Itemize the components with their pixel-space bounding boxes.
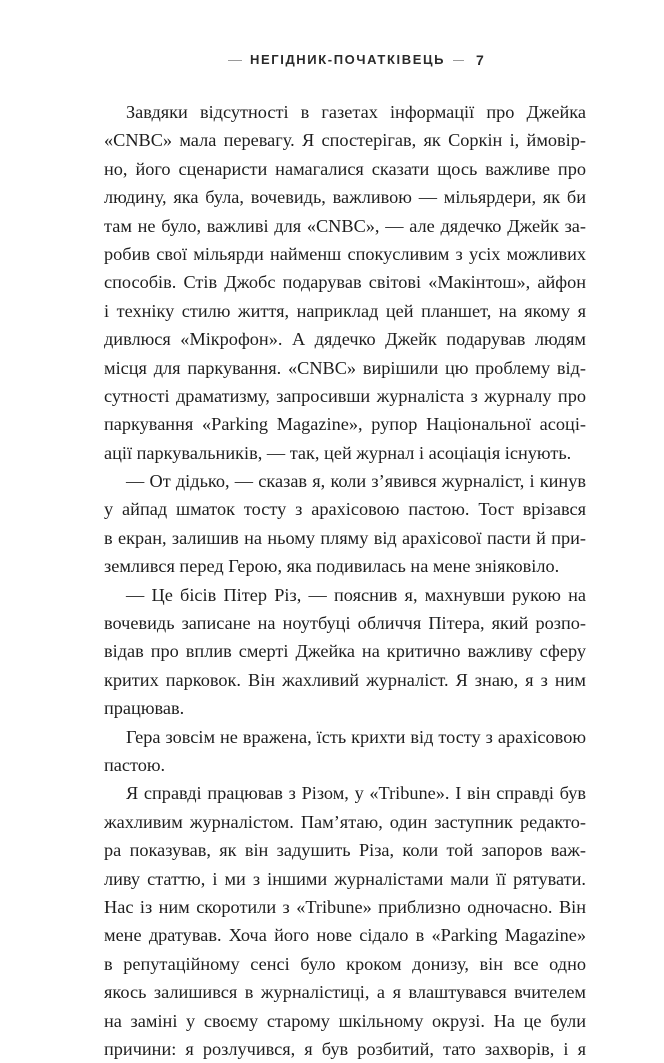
- text-line: місця для паркування. «CNBC» вирішили цю проблему від-: [104, 357, 586, 378]
- paragraph: [104, 779, 586, 1063]
- text-line: вочевидь записане на ноутбуці обличчя Пітера, який розпо-: [104, 613, 586, 634]
- text-line: — От дідько, — сказав я, коли з’явився журналіст, і кинув: [126, 471, 586, 492]
- text-line: Я справді працював з Різом, у «Tribune». І він справді був: [126, 783, 586, 804]
- text-line: но, його сценаристи намагалися сказати щось важливе про: [104, 158, 586, 179]
- paragraph: [104, 98, 586, 467]
- text-line: відав про вплив смерті Джейка на критично важливу сферу: [104, 641, 586, 662]
- text-line: в репутаційному сенсі було кроком донизу, він все одно: [104, 953, 586, 974]
- text-line: — Це бісів Пітер Різ, — пояснив я, махнувши рукою на: [126, 584, 586, 605]
- text-line: пастою.: [104, 754, 166, 775]
- text-line: критих парковок. Він жахливий журналіст. Я знаю, я з ним: [104, 669, 586, 690]
- page-number: 7: [476, 52, 484, 68]
- text-line: сутності драматизму, запросивши журналіста з журналу про: [104, 385, 586, 406]
- text-line: жахливим журналістом. Пам’ятаю, один заступник редакто-: [104, 811, 586, 832]
- text-line: у айпад шматок тосту з арахісовою пастою. Тост врізався: [104, 499, 586, 520]
- text-line: ливу статтю, і ми з іншими журналістами мали її рятувати.: [104, 868, 586, 889]
- text-line: працював.: [104, 698, 185, 719]
- text-line: і техніку стилю життя, наприклад цей планшет, на якому я: [104, 300, 586, 321]
- text-line: способів. Стів Джобс подарував світові «Макінтош», айфон: [104, 272, 586, 293]
- text-line: паркування «Parking Magazine», рупор Національної асоці-: [104, 414, 586, 435]
- text-line: на заміні у своєму старому шкільному окрузі. На це були: [104, 1010, 586, 1031]
- running-head: [0, 46, 664, 74]
- text-line: Гера зовсім не вражена, їсть крихти від тосту з арахісовою: [126, 726, 586, 747]
- paragraph: [104, 581, 586, 723]
- text-line: в екран, залишив на ньому пляму від арахісової пасти й при-: [104, 527, 586, 548]
- running-title: НЕГІДНИК-ПОЧАТКІВЕЦЬ: [242, 49, 453, 71]
- text-line: людину, яка була, вочевидь, важливою — мільярдери, як би: [104, 187, 586, 208]
- text-line: там не було, важливі для «CNBC», — але дядечко Джейк за-: [104, 215, 586, 236]
- text-line: землився перед Герою, яка подивилась на мене зніяковіло.: [104, 556, 560, 577]
- paragraph: [104, 723, 586, 780]
- text-line: якось залишився в журналістиці, а я влаштувався вчителем: [104, 982, 586, 1003]
- text-line: Завдяки відсутності в газетах інформації про Джейка: [126, 102, 586, 122]
- text-line: ації паркувальників, — так, цей журнал і асоціація існують.: [104, 442, 572, 463]
- text-line: ра показував, як він задушить Різа, коли той запоров важ-: [104, 840, 586, 861]
- text-line: Нас із ним скоротили з «Tribune» приблизно одночасно. Він: [104, 896, 586, 917]
- text-line: робив свої мільярди найменш спокусливим з усіх можливих: [104, 243, 586, 264]
- paragraph: [104, 467, 586, 581]
- text-line: «CNBC» мала перевагу. Я спостерігав, як Соркін і, ймовір-: [104, 130, 586, 151]
- text-line: мене дратував. Хоча його нове сідало в «Parking Magazine»: [104, 925, 586, 946]
- text-line: дивлюся «Мікрофон». А дядечко Джейк подарував людям: [104, 329, 586, 350]
- body-text: [104, 98, 586, 1063]
- text-line: причини: я розлучився, я був розбитий, тато захворів, і я: [104, 1038, 586, 1059]
